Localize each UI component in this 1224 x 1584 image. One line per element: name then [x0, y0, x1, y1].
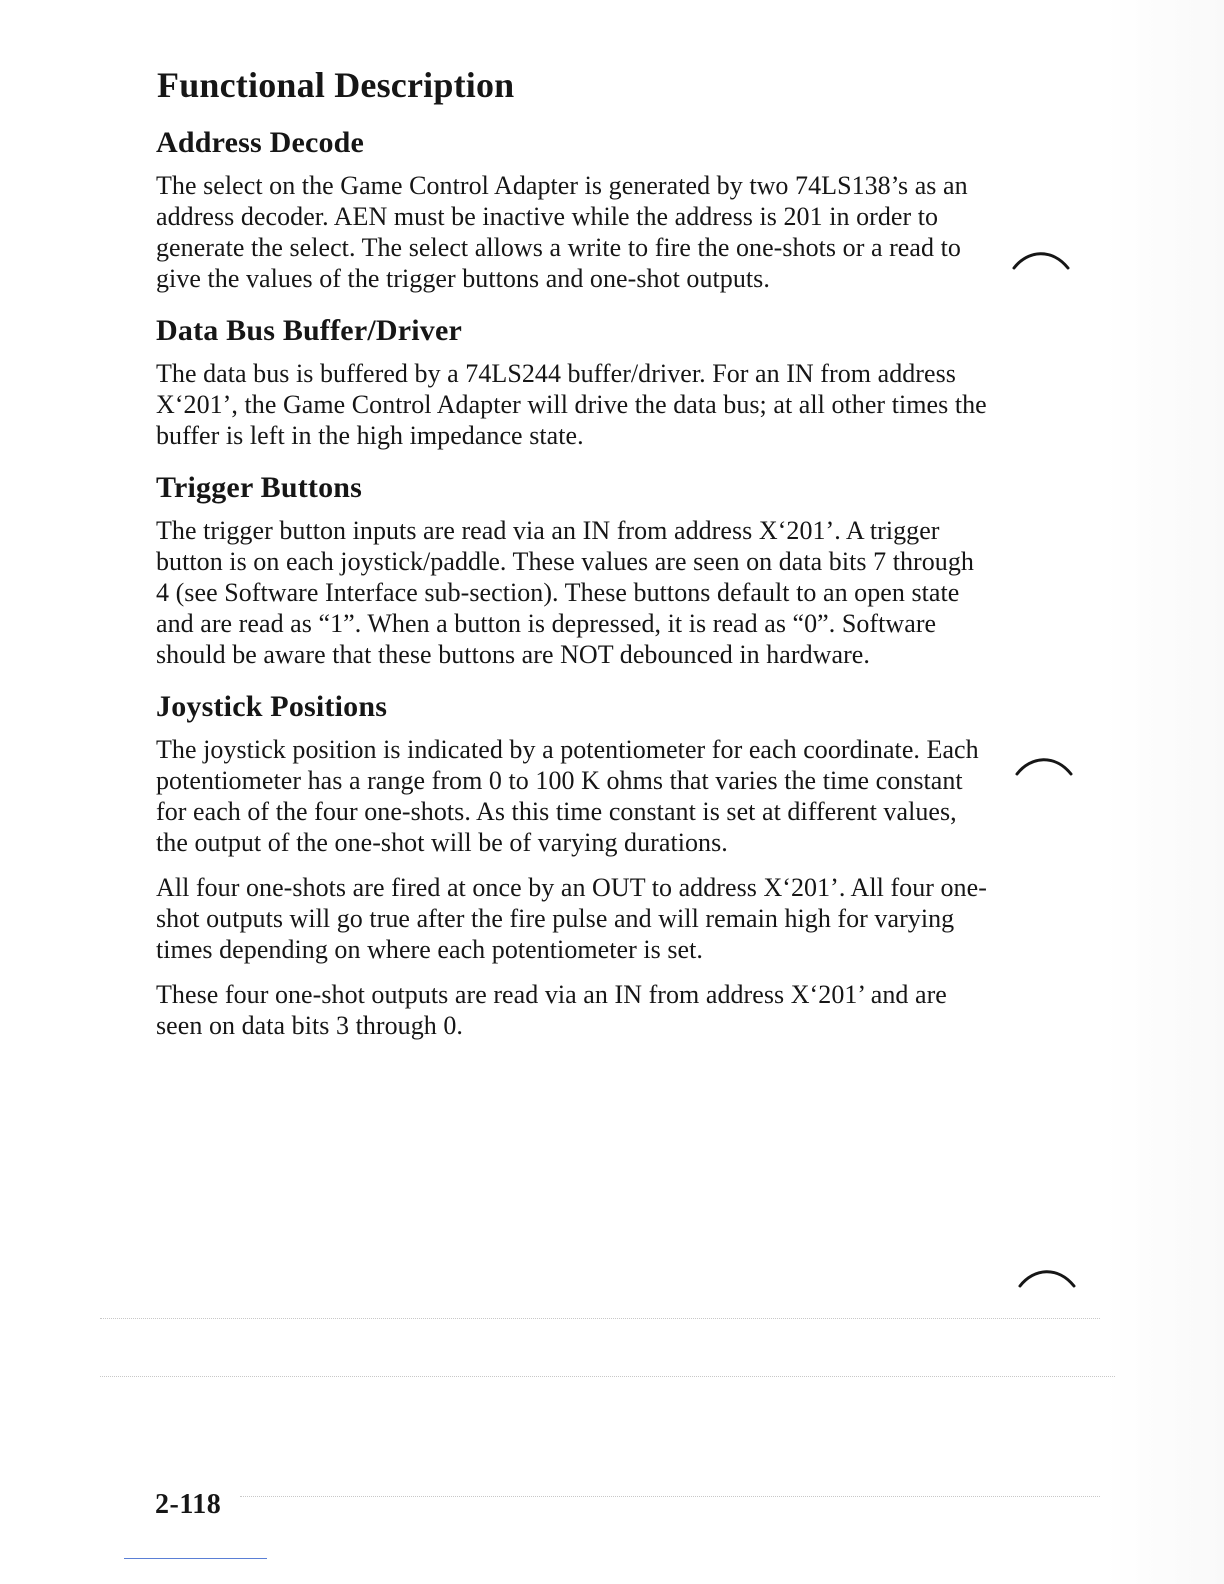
binder-arc-icon [1018, 1264, 1078, 1288]
section-paragraph: The data bus is buffered by a 74LS244 buffer/driver. For an IN from address X‘201’, the Game Control Adapter will drive the data bus; at all other times the buffer is left in the high impedance state. [156, 359, 987, 450]
section-heading: Data Bus Buffer/Driver [156, 314, 463, 347]
section-paragraph: The select on the Game Control Adapter is generated by two 74LS138’s as an address decoder. AEN must be inactive while the address is 201 in order to generate the select. The select allows a write to fire the one-shots or a read to give the values of the trigger buttons and one-shot outputs. [156, 171, 968, 293]
section-paragraph: The joystick position is indicated by a potentiometer for each coordinate. Each potentiometer has a range from 0 to 100 K ohms that varies the time constant for each of the four one-shots. As this time constant is set at different values, the output of the one-shot will be of varying durations. [156, 735, 979, 857]
section-paragraph: These four one-shot outputs are read via an IN from address X‘201’ and are seen on data bits 3 through 0. [156, 980, 947, 1040]
binder-arc-icon [1015, 752, 1075, 776]
binder-arc-icon [1012, 246, 1072, 270]
section-data-bus-buffer-driver [155, 312, 995, 451]
section-joystick-positions [155, 688, 995, 1041]
page-content [155, 62, 995, 1059]
scan-artifact-line [100, 1318, 1100, 1319]
accent-underline [124, 1558, 267, 1559]
section-heading: Address Decode [156, 126, 365, 159]
page-edge-shading [1104, 0, 1224, 1584]
section-heading: Trigger Buttons [156, 471, 363, 504]
scan-artifact-line [100, 1376, 1115, 1377]
section-paragraph: All four one-shots are fired at once by an OUT to address X‘201’. All four one-shot outputs will go true after the fire pulse and will remain high for varying times depending on where each potentiometer is set. [156, 873, 987, 964]
section-address-decode [155, 124, 995, 294]
page-title: Functional Description [157, 65, 515, 105]
scan-artifact-line [240, 1496, 1100, 1497]
page-number: 2-118 [155, 1489, 222, 1520]
section-trigger-buttons [155, 469, 995, 670]
section-paragraph: The trigger button inputs are read via an IN from address X‘201’. A trigger button is on each joystick/paddle. These values are seen on data bits 7 through 4 (see Software Interface sub-section). These buttons default to an open state and are read as “1”. When a button is depressed, it is read as “0”. Software should be aware that these buttons are NOT debounced in hardware. [156, 516, 974, 669]
section-heading: Joystick Positions [156, 690, 388, 723]
